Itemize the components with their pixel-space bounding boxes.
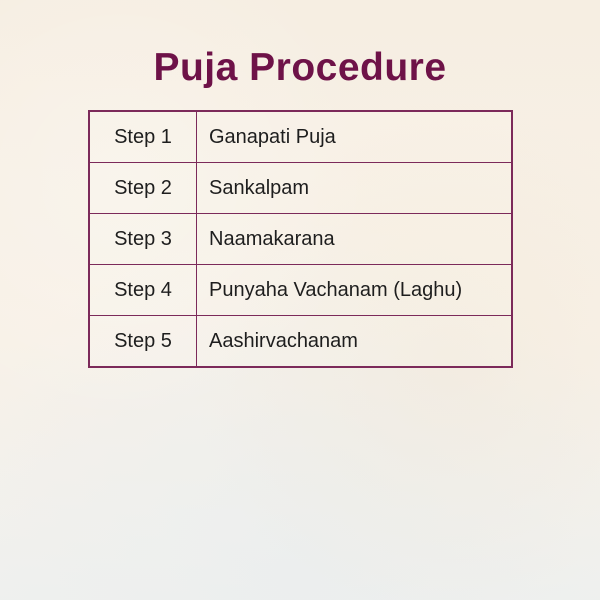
step-name-cell: Punyaha Vachanam (Laghu): [209, 278, 463, 301]
table-row: [90, 112, 511, 162]
table-row: [90, 264, 511, 315]
step-label-cell: Step 3: [90, 214, 197, 264]
step-label-cell: Step 2: [90, 163, 197, 213]
step-name-cell: Aashirvachanam: [209, 329, 358, 352]
page-title: Puja Procedure: [153, 46, 447, 89]
step-name-cell: Sankalpam: [209, 176, 310, 199]
table-row: [90, 162, 511, 213]
puja-steps-table: [88, 110, 513, 368]
table-row: [90, 315, 511, 366]
step-name-cell: Naamakarana: [209, 227, 335, 250]
step-name-cell: Ganapati Puja: [209, 125, 336, 148]
step-label-cell: Step 1: [90, 112, 197, 162]
table-row: [90, 213, 511, 264]
step-label-cell: Step 4: [90, 265, 197, 315]
step-label-cell: Step 5: [90, 316, 197, 366]
